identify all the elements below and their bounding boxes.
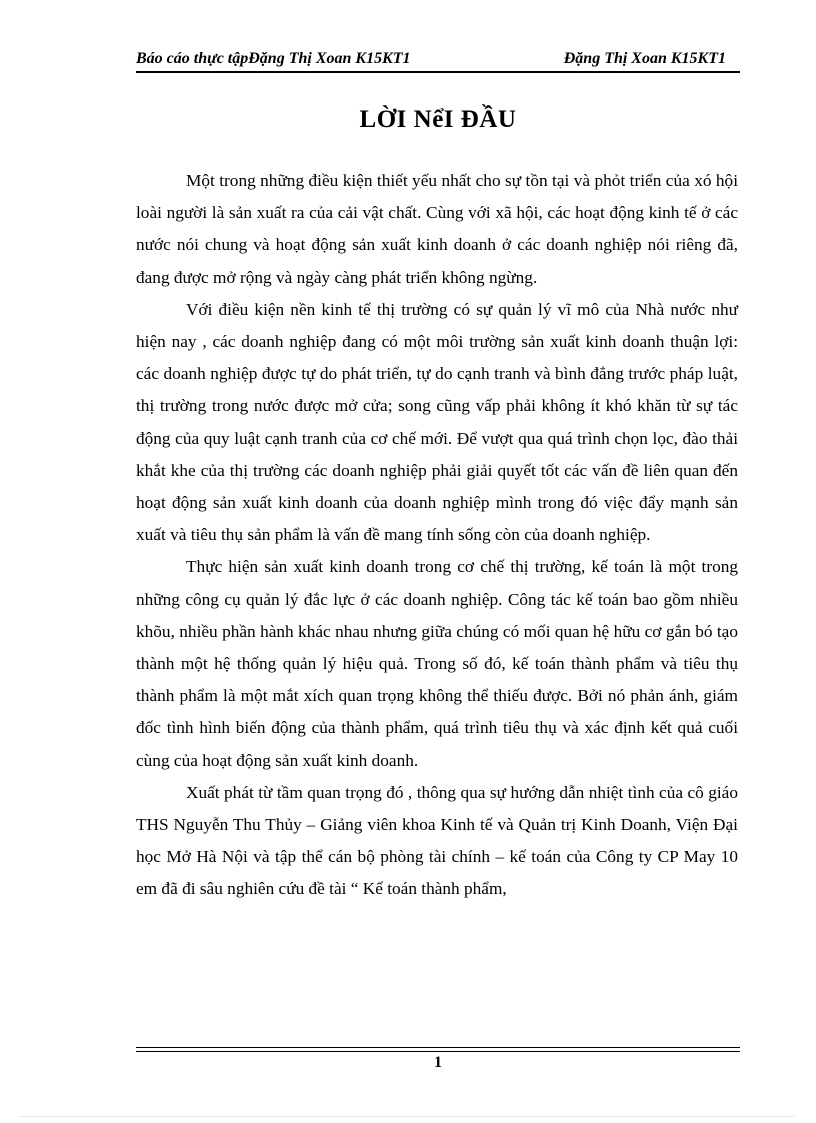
running-header [136, 50, 740, 72]
body-paragraph: Với điều kiện nền kinh tế thị trường có sự quản lý vĩ mô của Nhà nước như hiện nay , các doanh nghiệp đang có một môi trường sản xuất kinh doanh thuận lợi: các doanh nghiệp được tự do phát triển, tự do cạnh tranh và bình đẳng trước pháp luật, thị trường trong nước được mở cửa; song cũng vấp phải không ít khó khăn từ sự tác động của quy luật cạnh tranh của cơ chế mới. Để vượt qua quá trình chọn lọc, đào thải khắt khe của thị trường các doanh nghiệp phải giải quyết tốt các vấn đề liên quan đến hoạt động sản xuất kinh doanh của doanh nghiệp mình trong đó việc đẩy mạnh sản xuất và tiêu thụ sản phẩm là vấn đề mang tính sống còn của doanh nghiệp. [136, 299, 738, 545]
body-paragraph: Một trong những điều kiện thiết yếu nhất cho sự tồn tại và phỏt triển của xó hội loài người là sản xuất ra của cải vật chất. Cùng với xã hội, các hoạt động kinh tế ở các nước nói chung và hoạt động sản xuất kinh doanh ở các doanh nghiệp nói riêng đã, đang được mở rộng và ngày càng phát triển không ngừng. [136, 171, 738, 287]
footer-divider-bottom [136, 1051, 740, 1052]
header-report-title: Báo cáo thực tậpĐặng Thị Xoan K15KT1 [136, 50, 411, 67]
page-edge-divider [20, 1116, 796, 1117]
footer-divider-top [136, 1047, 740, 1048]
header-divider [136, 71, 740, 73]
body-paragraph: Xuất phát từ tầm quan trọng đó , thông qua sự hướng dẫn nhiệt tình của cô giáo THS Nguyễn Thu Thủy – Giảng viên khoa Kinh tế và Quản trị Kinh Doanh, Viện Đại học Mở Hà Nội và tập thể cán bộ phòng tài chính – kế toán của Công ty CP May 10 em đã đi sâu nghiên cứu đề tài “ Kế toán thành phẩm, [136, 782, 738, 899]
page-number: 1 [434, 1054, 442, 1071]
body-paragraph: Thực hiện sản xuất kinh doanh trong cơ chế thị trường, kế toán là một trong những công cụ quản lý đắc lực ở các doanh nghiệp. Công tác kế toán bao gồm nhiều khõu, nhiều phần hành khác nhau nhưng giữa chúng có mối quan hệ hữu cơ gắn bó tạo thành một hệ thống quản lý hiệu quả. Trong số đó, kế toán thành phẩm và tiêu thụ thành phẩm là một mắt xích quan trọng không thể thiếu được. Bởi nó phản ánh, giám đốc tình hình biến động của thành phẩm, quá trình tiêu thụ và xác định kết quả cuối cùng của hoạt động sản xuất kinh doanh. [136, 557, 738, 770]
header-author: Đặng Thị Xoan K15KT1 [563, 50, 726, 67]
document-body [136, 165, 738, 906]
page-title: LỜI NểI ĐẦU [359, 106, 517, 133]
